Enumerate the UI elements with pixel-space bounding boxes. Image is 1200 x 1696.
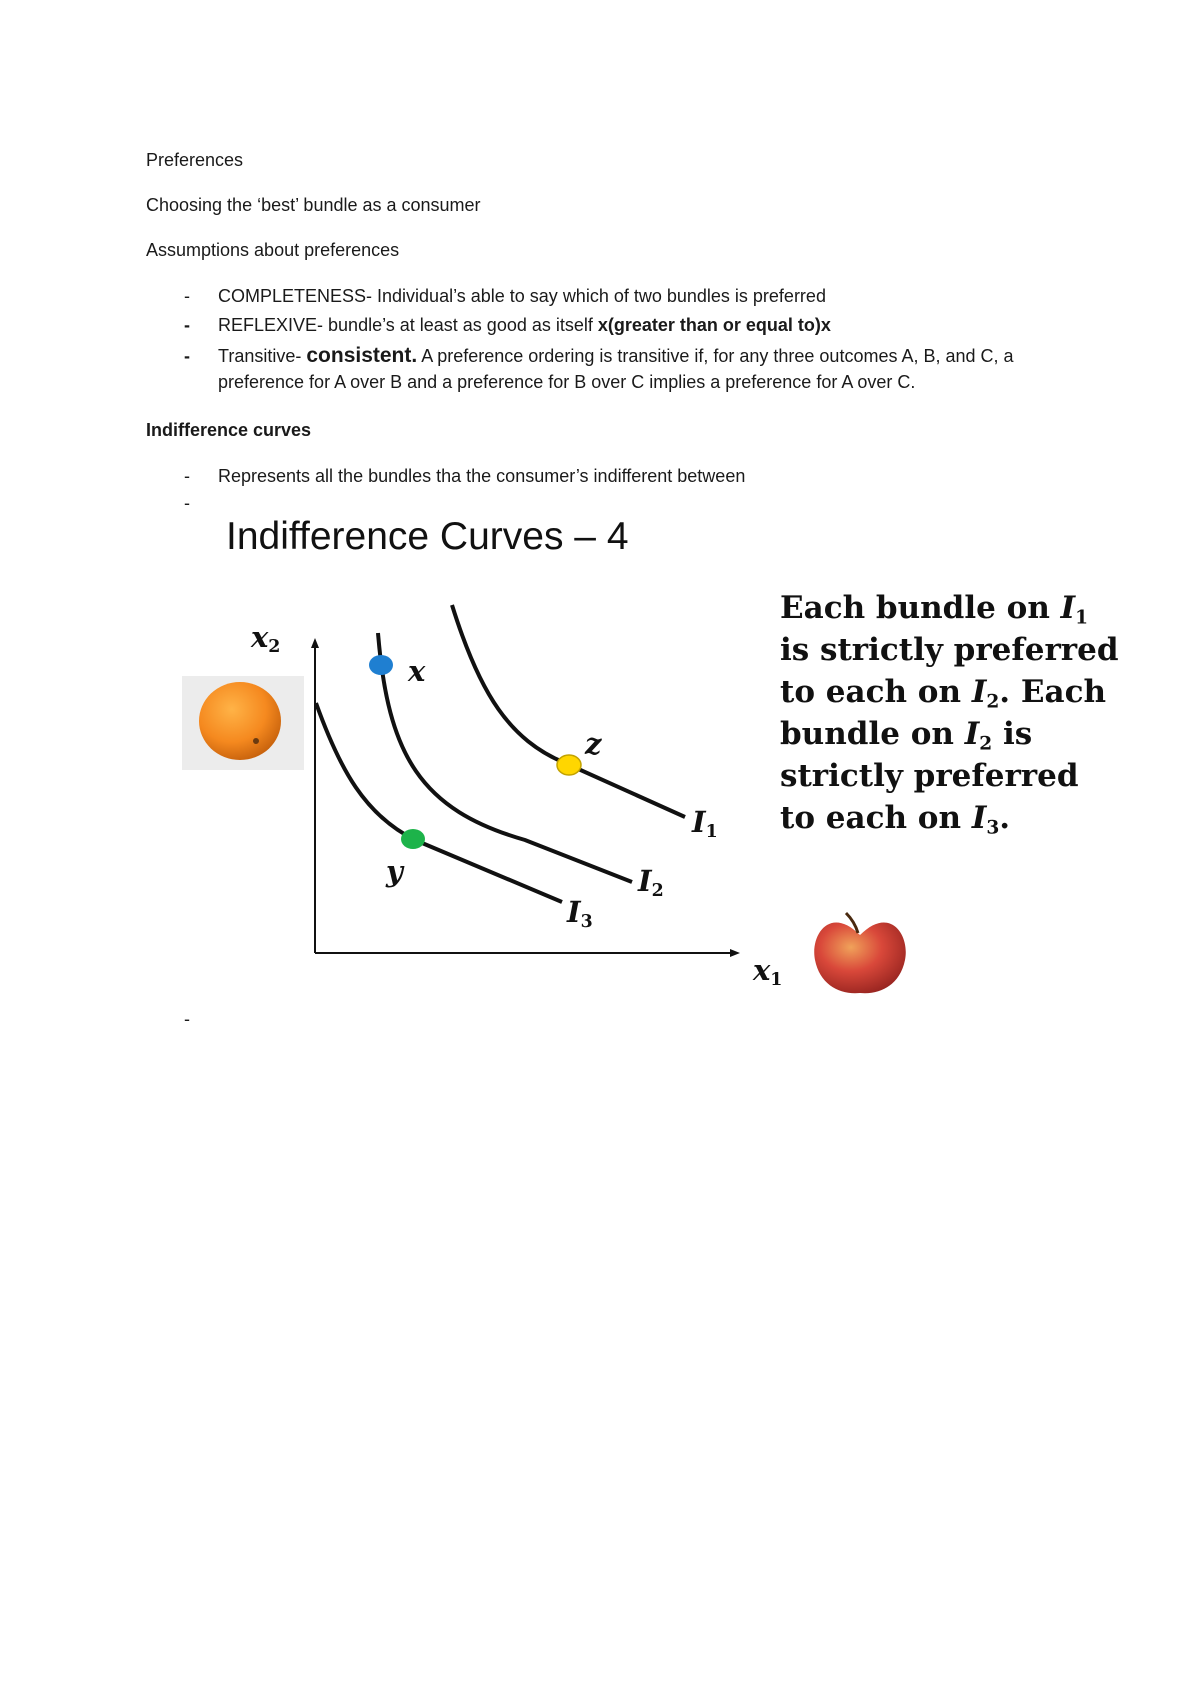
- point-label-y: y: [386, 854, 403, 888]
- bullet-dash: -: [184, 466, 190, 486]
- bullet-dash: -: [184, 315, 190, 335]
- transitive-bold: consistent.: [306, 344, 418, 367]
- doc-subtitle: Choosing the ‘best’ bundle as a consumer: [146, 195, 481, 215]
- indifference-curve-i3: [316, 703, 562, 902]
- chart-axes: [311, 638, 740, 957]
- curve-label-i3: $I_3$: [567, 895, 593, 933]
- indifference-curve-i1: [452, 605, 685, 817]
- reflexive-text: REFLEXIVE- bundle’s at least as good as itself: [218, 315, 598, 335]
- bundle-point-x: [369, 655, 393, 675]
- curve-label-i1: $I_1$: [692, 805, 718, 843]
- orange-fruit-icon: [182, 676, 304, 770]
- x-axis-arrow: [730, 949, 740, 957]
- bullet-dash: -: [184, 346, 190, 366]
- bullet-dash: -: [184, 493, 190, 513]
- y-axis-arrow: [311, 638, 319, 648]
- curve-label-i2: $I_2$: [638, 864, 664, 902]
- reflexive-bold: x(greater than or equal to)x: [597, 315, 831, 335]
- transitive-definition: A preference ordering is transitive if, for any three outcomes A, B, and C, a preference for A over B and a preference for B over C implies a preference for A over C.: [218, 346, 1014, 392]
- bundle-point-z: [557, 755, 581, 775]
- bullet-text: [218, 343, 1068, 395]
- point-label-x: x: [408, 654, 426, 688]
- bullet-text: COMPLETENESS- Individual’s able to say which of two bundles is preferred: [218, 286, 826, 306]
- assumptions-heading: Assumptions about preferences: [146, 240, 400, 260]
- indifference-curves-figure: [170, 505, 1130, 1005]
- transitive-label: Transitive-: [218, 346, 307, 366]
- point-label-z: z: [585, 727, 602, 761]
- x-axis-label: $x_1$: [753, 953, 783, 991]
- apple-fruit-icon: [814, 913, 906, 993]
- bullet-dash: -: [184, 1009, 190, 1029]
- doc-title: Preferences: [146, 150, 244, 170]
- bullet-text: Represents all the bundles tha the consumer’s indifferent between: [218, 466, 746, 486]
- figure-caption: Each bundle on $I_1$ is strictly preferred to each on $I_2$. Each bundle on $I_2$ is strictly preferred to each on $I_3$.: [780, 590, 1119, 839]
- indifference-curves-heading: Indifference curves: [146, 420, 312, 440]
- bullet-text: [218, 312, 1068, 338]
- bundle-point-y: [401, 829, 425, 849]
- y-axis-label: $x_2$: [251, 620, 281, 658]
- bullet-dash: -: [184, 286, 190, 306]
- figure-title: Indifference Curves – 4: [226, 515, 629, 558]
